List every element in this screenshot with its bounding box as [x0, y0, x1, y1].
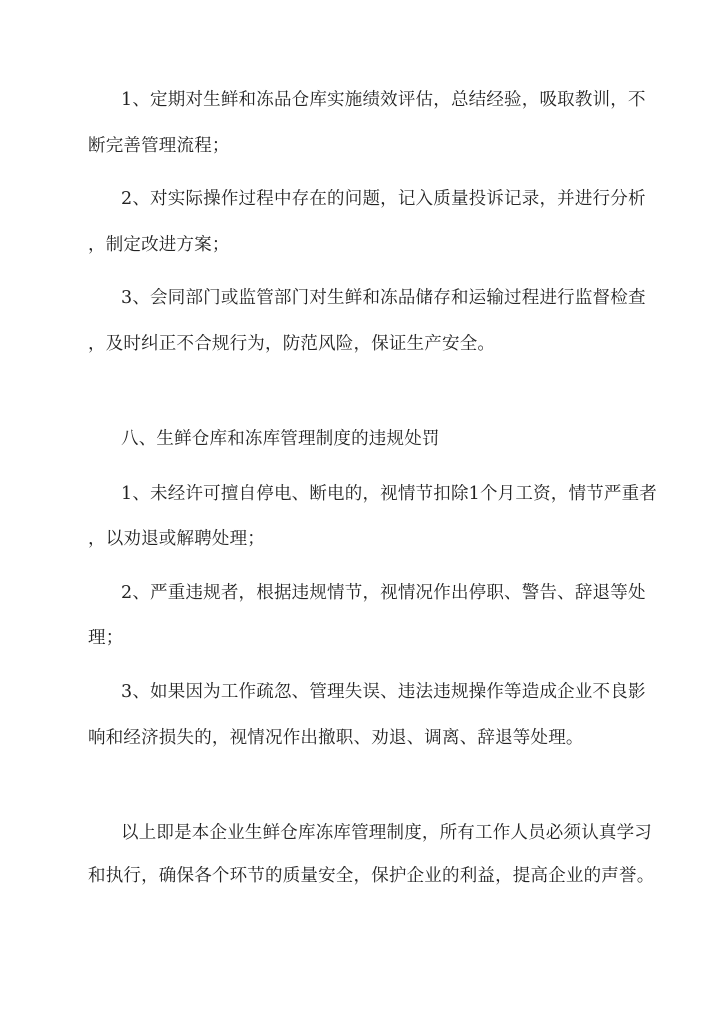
- item-number: 1、: [121, 484, 151, 504]
- item-text: 对实际操作过程中存在的问题，记入质量投诉记录，并进行分析: [150, 189, 646, 209]
- item-continuation-line: ，制定改进方案；: [88, 235, 230, 255]
- item-first-line: [121, 680, 646, 704]
- item-text: 未经许可擅自停电、断电的，视情节扣除1个月工资，情节严重者: [150, 484, 657, 504]
- item-number: 2、: [121, 583, 151, 603]
- item-number: 3、: [121, 682, 151, 702]
- section-heading: 八、生鲜仓库和冻库管理制度的违规处罚: [121, 429, 440, 449]
- conclusion-first-line: 以上即是本企业生鲜仓库冻库管理制度，所有工作人员必须认真学习: [121, 823, 652, 843]
- item-first-line: [121, 581, 646, 605]
- item-first-line: [121, 482, 657, 506]
- item-first-line: [121, 88, 646, 112]
- item-continuation-line: 响和经济损失的，视情况作出撤职、劝退、调离、辞退等处理。: [88, 728, 584, 748]
- item-text: 如果因为工作疏忽、管理失误、违法违规操作等造成企业不良影: [150, 682, 646, 702]
- item-first-line: [121, 286, 646, 310]
- item-text: 会同部门或监管部门对生鲜和冻品储存和运输过程进行监督检查: [150, 288, 646, 308]
- item-text: 严重违规者，根据违规情节，视情况作出停职、警告、辞退等处: [150, 583, 646, 603]
- item-continuation-line: 理；: [88, 628, 124, 648]
- item-continuation-line: ，及时纠正不合规行为，防范风险，保证生产安全。: [88, 334, 496, 354]
- item-number: 3、: [121, 288, 151, 308]
- item-number: 2、: [121, 189, 151, 209]
- item-continuation-line: 断完善管理流程；: [88, 136, 230, 156]
- conclusion-continuation-line: 和执行，确保各个环节的质量安全，保护企业的利益，提高企业的声誉。: [88, 866, 655, 886]
- item-first-line: [121, 187, 646, 211]
- item-continuation-line: ，以劝退或解聘处理；: [88, 529, 265, 549]
- item-number: 1、: [121, 90, 151, 110]
- item-text: 定期对生鲜和冻品仓库实施绩效评估，总结经验，吸取教训，不: [150, 90, 646, 110]
